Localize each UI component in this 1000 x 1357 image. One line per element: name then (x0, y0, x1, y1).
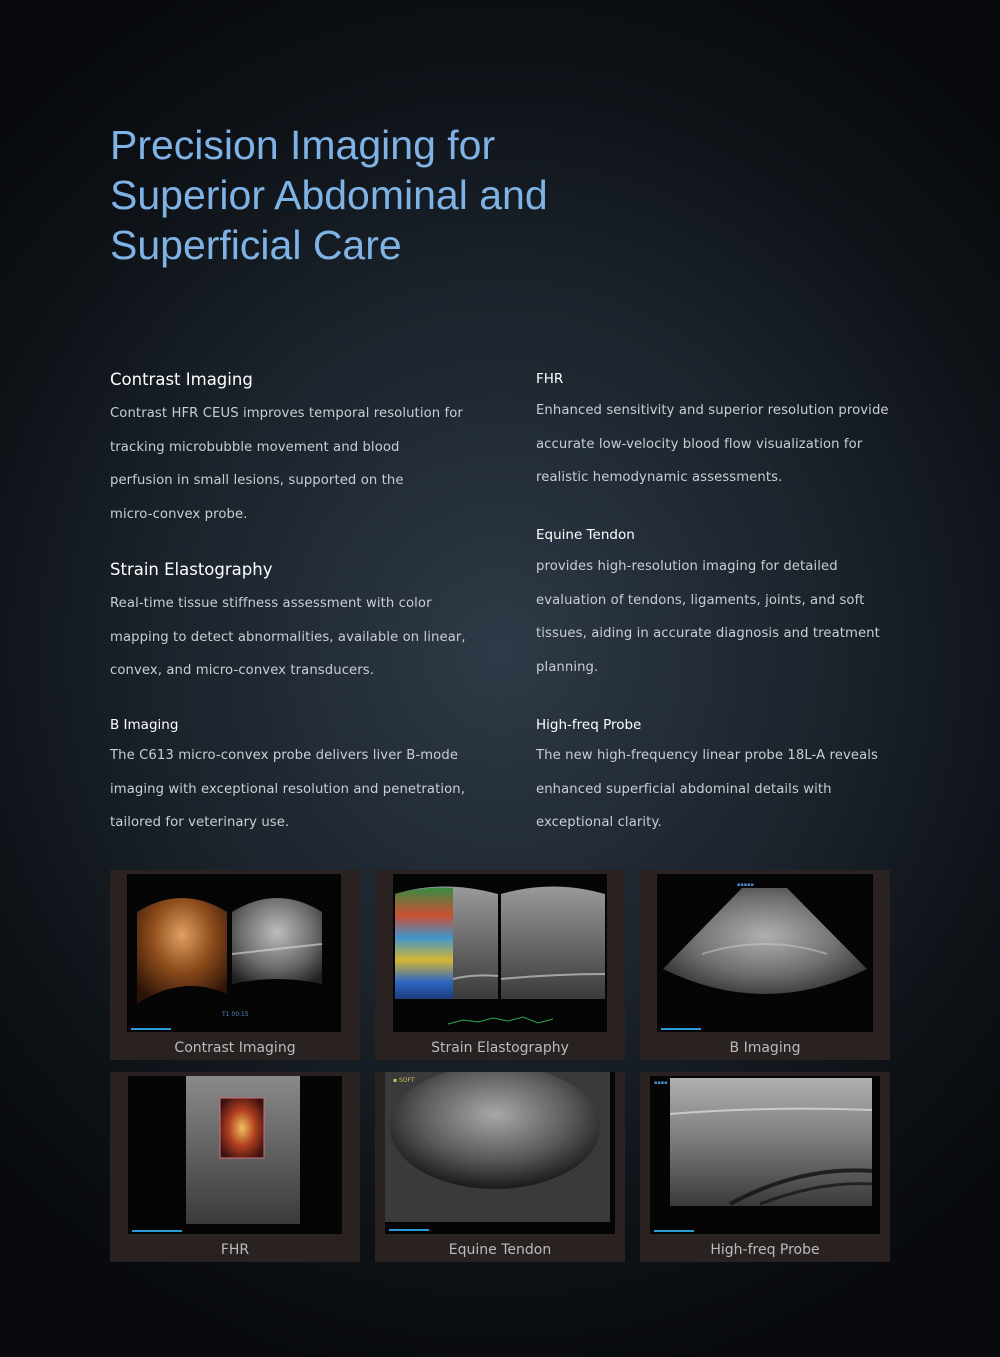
image-card-equine-tendon (375, 1072, 625, 1262)
ultrasound-image-equine (385, 1072, 615, 1234)
feature-b-imaging (110, 715, 480, 840)
svg-text:▪ SOFT: ▪ SOFT (393, 1077, 415, 1084)
title-line: Precision Imaging for (110, 122, 496, 168)
feature-title: FHR (536, 371, 564, 387)
ultrasound-image-contrast (127, 874, 341, 1032)
feature-strain-elastography (110, 559, 480, 688)
feature-title: Contrast Imaging (110, 370, 253, 389)
page-title (110, 120, 630, 270)
feature-contrast-imaging (110, 369, 480, 532)
ultrasound-image-high-freq (650, 1076, 880, 1234)
image-card-fhr (110, 1072, 360, 1262)
feature-text: Enhanced sensitivity and superior resolution provide accurate low-velocity blood flow visualization for realistic hemodynamic assessments. (536, 403, 889, 486)
title-line: Superior Abdominal and (110, 172, 548, 218)
ultrasound-image-b-mode (657, 874, 873, 1032)
image-caption: Contrast Imaging (174, 1040, 296, 1056)
svg-text:▪▪▪▪: ▪▪▪▪ (654, 1080, 668, 1086)
feature-text: Real-time tissue stiffness assessment with color mapping to detect abnormalities, available on linear, convex, and micro-convex transducers. (110, 596, 466, 679)
image-card-b-imaging (640, 870, 890, 1060)
image-card-high-freq-probe (640, 1072, 890, 1262)
ultrasound-image-fhr (128, 1076, 342, 1234)
image-caption: Strain Elastography (431, 1040, 569, 1056)
ultrasound-image-strain (393, 874, 607, 1032)
feature-fhr (536, 369, 906, 495)
feature-equine-tendon (536, 525, 906, 685)
feature-title: High-freq Probe (536, 717, 642, 733)
image-caption: Equine Tendon (448, 1242, 552, 1258)
image-caption: High-freq Probe (710, 1242, 820, 1258)
image-caption: B Imaging (729, 1040, 801, 1056)
feature-text: The C613 micro-convex probe delivers liver B-mode imaging with exceptional resolution and penetration, tailored for veterinary use. (110, 748, 466, 831)
feature-high-freq-probe (536, 715, 906, 840)
image-caption: FHR (220, 1242, 250, 1258)
svg-text:▪▪▪▪▪: ▪▪▪▪▪ (737, 882, 754, 888)
feature-text: Contrast HFR CEUS improves temporal resolution for tracking microbubble movement and blood perfusion in small lesions, supported on the micro-convex probe. (110, 406, 463, 523)
image-card-strain-elastography (375, 870, 625, 1060)
svg-text:T1 00:15: T1 00:15 (222, 1011, 249, 1018)
image-card-contrast-imaging (110, 870, 360, 1060)
feature-title: Equine Tendon (536, 527, 635, 543)
feature-text: provides high-resolution imaging for detailed evaluation of tendons, ligaments, joints, and soft tissues, aiding in accurate diagnosis and treatment planning. (536, 559, 880, 676)
feature-title: Strain Elastography (110, 560, 273, 579)
title-line: Superficial Care (110, 222, 402, 268)
feature-title: B Imaging (110, 717, 179, 733)
feature-text: The new high-frequency linear probe 18L-A reveals enhanced superficial abdominal details with exceptional clarity. (536, 748, 879, 831)
